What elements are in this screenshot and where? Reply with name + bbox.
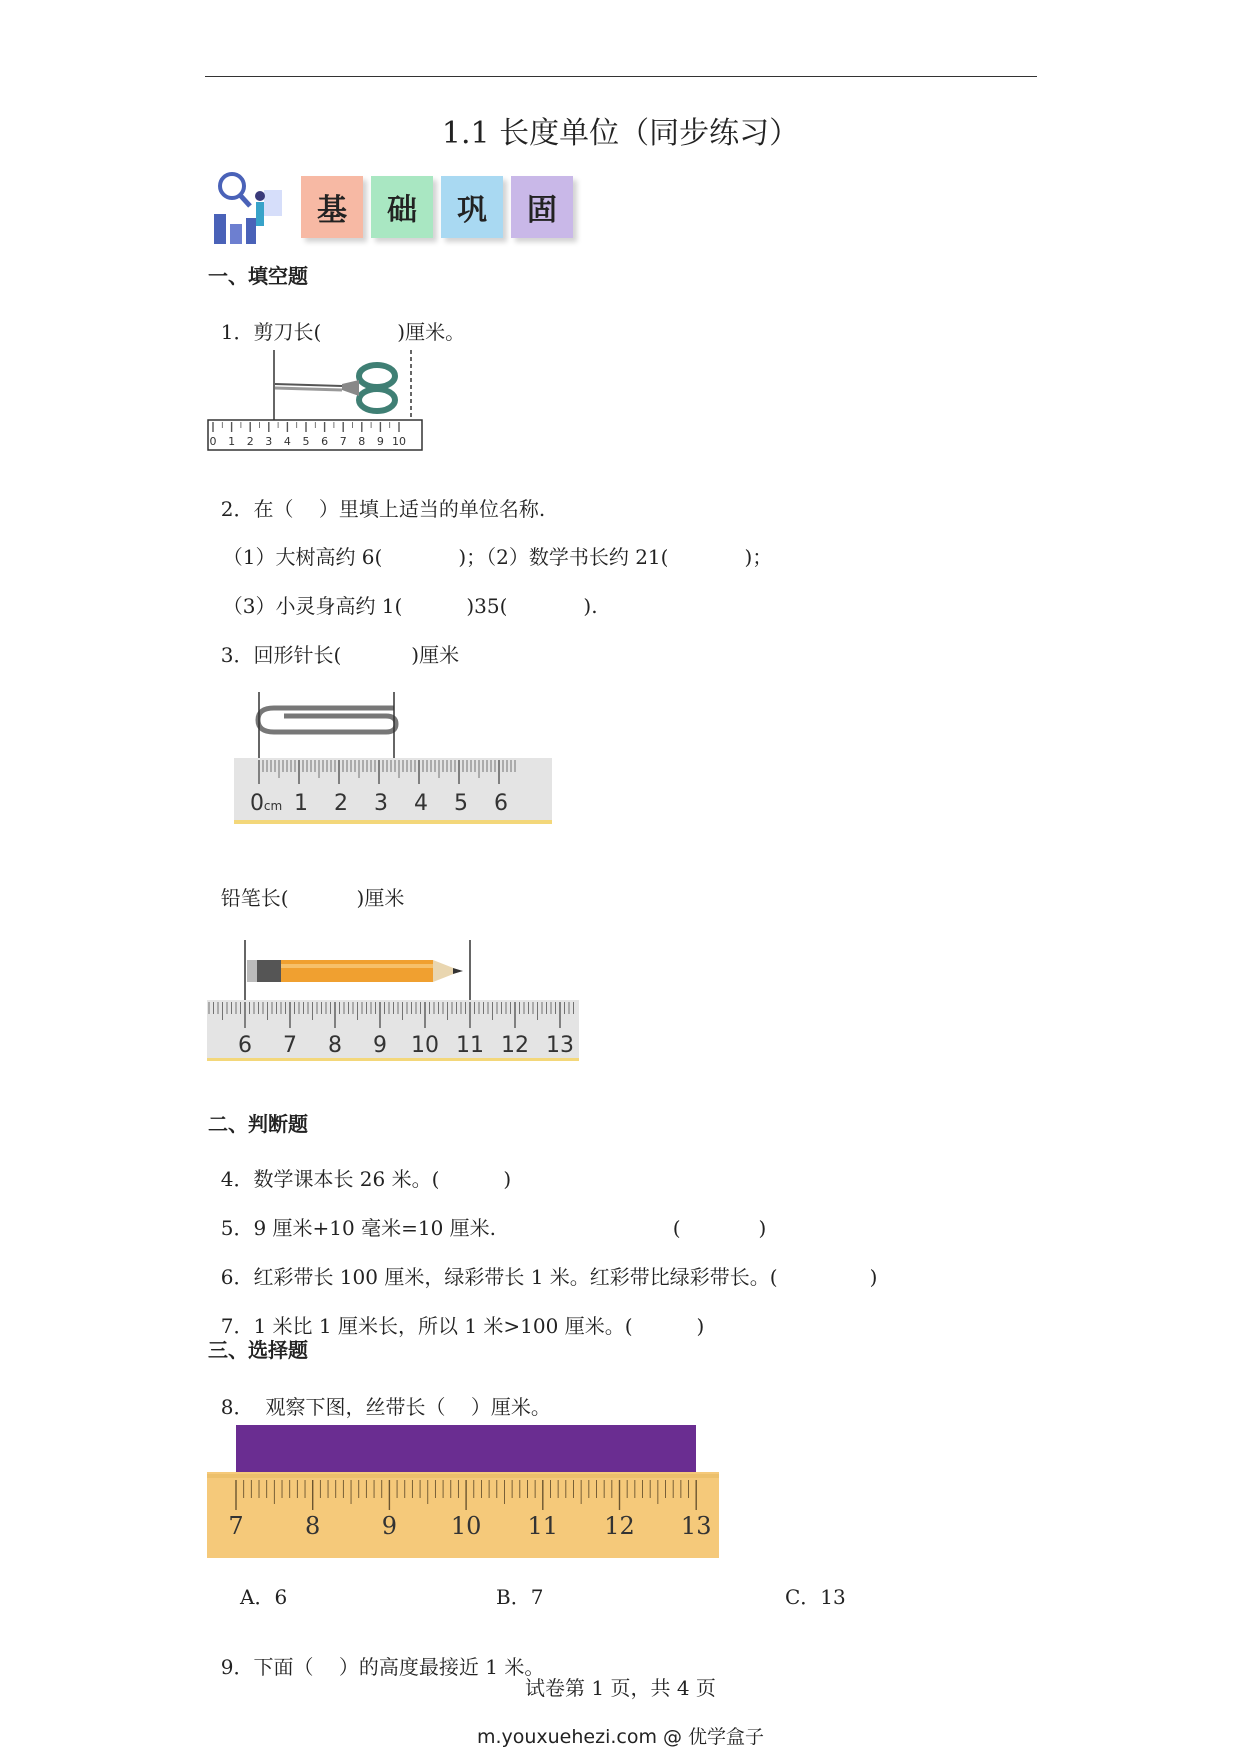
q9-stem: 下面（ ）的高度最接近 1 米。 [253,1655,545,1679]
q2-part2-text: )；（2）数学书长约 21( [458,545,669,569]
ruler-label: 13 [546,1033,574,1058]
question-4 [208,1149,511,1189]
banner-tile-2: 础 [371,176,433,238]
ruler-label: 6 [494,791,508,816]
ruler-label: 5 [302,435,310,448]
q6-number: 6． [220,1265,254,1289]
q2-stem: 在（ ）里填上适当的单位名称. [253,497,546,521]
q1-text: 剪刀长( [253,320,322,344]
top-rule [205,76,1037,77]
q2-part2-end: )； [744,545,773,569]
banner-tile-1: 基 [301,176,363,238]
question-7 [208,1296,704,1336]
q5-paren-open: ( [672,1216,681,1240]
ruler-label: 10 [411,1033,439,1058]
ruler-label: 2 [246,435,254,448]
ruler-label: 0 [250,791,264,816]
q3-number: 3． [220,643,254,667]
q5-number: 5． [220,1216,254,1240]
ruler-label: 3 [265,435,273,448]
q4-number: 4． [220,1167,254,1191]
ruler-label: 12 [501,1033,529,1058]
q1-text-end: )厘米。 [397,320,466,344]
banner-tile-3: 巩 [441,176,503,238]
ruler-label: 1 [228,435,236,448]
scissors-icon [275,365,395,411]
q2-number: 2． [220,497,254,521]
scissors-ruler-figure [207,348,425,452]
ribbon-shape [236,1425,696,1473]
watermark: m.youxuehezi.com @ 优学盒子 [476,1726,765,1748]
ruler-label: 8 [305,1512,321,1540]
ruler-label: 8 [358,435,366,448]
section-judge-heading: 二、判断题 [208,1112,308,1136]
q5-text: 9 厘米+10 毫米=10 厘米. [253,1216,497,1240]
pencil-text-end: )厘米 [356,886,405,910]
question-8 [208,1377,551,1417]
ruler-label: 4 [283,435,291,448]
pencil-icon [247,960,463,982]
ruler-unit-label: cm [263,799,283,813]
ruler-label: 10 [450,1512,482,1540]
q4-text-end: ) [503,1167,512,1191]
q8-option-c[interactable]: C．13 [785,1585,846,1609]
ruler-label: 2 [334,791,348,816]
paperclip-ruler-figure [234,690,554,830]
ruler-label: 12 [604,1512,635,1540]
ruler-label: 10 [392,435,406,448]
question-5 [208,1198,496,1238]
ruler-label: 9 [376,435,384,448]
q6-text-end: ) [869,1265,878,1289]
q2-line-2 [210,576,598,616]
q3-text: 回形针长( [253,643,342,667]
ruler-label: 7 [228,1512,244,1540]
study-illustration-icon [208,166,288,246]
q8-option-b[interactable]: B．7 [496,1585,544,1609]
q1-number: 1． [220,320,254,344]
pencil-question [208,868,404,908]
ruler-label: 9 [381,1512,398,1540]
banner-tile-4: 固 [511,176,573,238]
ruler-label: 9 [373,1033,387,1058]
pencil-text: 铅笔长( [220,886,289,910]
ruler-label: 7 [283,1033,297,1058]
page-footer: 试卷第 1 页，共 4 页 [525,1676,716,1700]
q6-text: 红彩带长 100 厘米，绿彩带长 1 米。红彩带比绿彩带长。( [253,1265,778,1289]
ribbon-ruler-figure [207,1424,721,1560]
q5-answer [660,1198,766,1238]
section-fill-heading: 一、填空题 [208,264,308,288]
section-choice-heading: 三、选择题 [208,1338,308,1362]
q2-part3-mid: )35( [466,594,508,618]
q5-paren-close: ) [758,1216,767,1240]
q9-number: 9． [220,1655,254,1679]
ruler-label: 4 [414,791,428,816]
ruler-label: 0 [209,435,217,448]
q8-stem: 观察下图，丝带长（ ）厘米。 [265,1395,551,1419]
paperclip-icon [258,708,396,732]
ruler-label: 1 [294,791,308,816]
question-2 [208,479,545,519]
page-title: 1.1 长度单位（同步练习） [441,116,800,151]
q2-part3-text: （3）小灵身高约 1( [222,594,403,618]
ruler-label: 13 [680,1512,712,1540]
question-9 [208,1637,544,1677]
ruler-label: 7 [339,435,347,448]
q7-text: 1 米比 1 厘米长，所以 1 米>100 厘米。( [253,1314,633,1338]
ruler-label: 6 [238,1033,252,1058]
q7-number: 7． [220,1314,254,1338]
pencil-ruler-figure [207,938,581,1064]
q2-line-1 [210,527,772,567]
q2-part1-text: （1）大树高约 6( [222,545,383,569]
ruler-label: 5 [454,791,468,816]
q8-number: 8． [220,1395,254,1419]
q8-option-a[interactable]: A．6 [240,1585,288,1609]
ruler-label: 8 [328,1033,342,1058]
q2-part3-end: ). [583,594,598,618]
question-3 [208,625,459,665]
ruler-label: 11 [527,1512,559,1540]
ruler-label: 11 [456,1033,484,1058]
question-6 [208,1247,877,1287]
question-1 [208,302,465,342]
q7-text-end: ) [696,1314,705,1338]
q3-text-end: )厘米 [411,643,460,667]
ruler-label: 3 [374,791,388,816]
q4-text: 数学课本长 26 米。( [253,1167,440,1191]
ruler-label: 6 [321,435,329,448]
